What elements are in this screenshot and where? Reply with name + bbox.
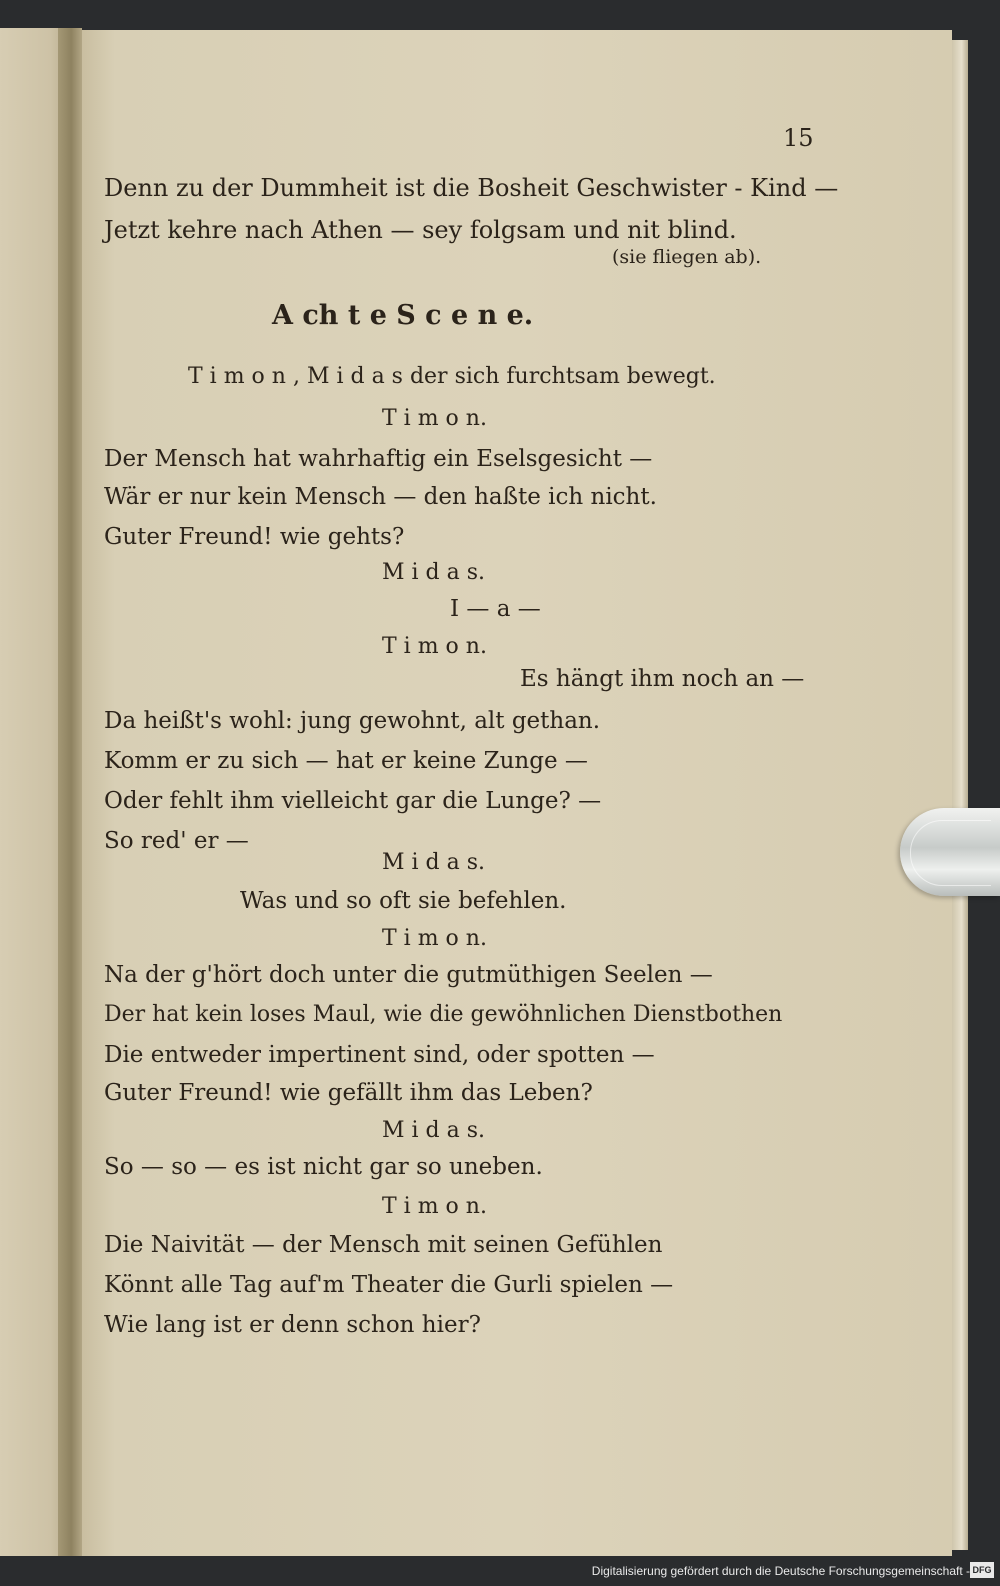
speaker-name: T i m o n. — [382, 926, 487, 951]
text-line: Die entweder impertinent sind, oder spotten — — [104, 1042, 655, 1068]
digitization-credit: Digitalisierung gefördert durch die Deutsche Forschungsgemeinschaft - — [591, 1564, 970, 1578]
text-line: Komm er zu sich — hat er keine Zunge — — [104, 748, 588, 774]
speaker-name: T i m o n. — [382, 634, 487, 659]
page-stack-edge — [952, 40, 968, 1550]
text-line: Was und so oft sie befehlen. — [240, 888, 567, 914]
text-line: Wär er nur kein Mensch — den haßte ich nicht. — [104, 484, 657, 510]
text-line: Wie lang ist er denn schon hier? — [104, 1312, 481, 1338]
text-line: Oder fehlt ihm vielleicht gar die Lunge? — — [104, 788, 602, 814]
dfg-logo: DFG — [970, 1562, 994, 1578]
text-line: Da heißt's wohl: jung gewohnt, alt gethan. — [104, 708, 601, 734]
text-line: Jetzt kehre nach Athen — sey folgsam und nit blind. — [104, 216, 737, 244]
character-list: T i m o n , M i d a s der sich furchtsam bewegt. — [188, 364, 716, 389]
text-line: Es hängt ihm noch an — — [520, 666, 805, 692]
speaker-name: M i d a s. — [382, 560, 486, 585]
book-gutter — [58, 28, 82, 1556]
text-line: Denn zu der Dummheit ist die Bosheit Geschwister - Kind — — [104, 174, 839, 202]
text-line: Der hat kein loses Maul, wie die gewöhnlichen Dienstbothen — [104, 1002, 783, 1027]
speaker-name: T i m o n. — [382, 406, 487, 431]
scene-heading: A ch t e S c e n e. — [272, 300, 534, 331]
text-line: Die Naivität — der Mensch mit seinen Gefühlen — [104, 1232, 663, 1258]
speaker-name: M i d a s. — [382, 850, 486, 875]
text-line: Na der g'hört doch unter die gutmüthigen Seelen — — [104, 962, 713, 988]
page-holder-clip-highlight — [910, 820, 991, 886]
text-line: Könnt alle Tag auf'm Theater die Gurli spielen — — [104, 1272, 674, 1298]
stage-direction: (sie fliegen ab). — [612, 246, 762, 268]
text-line: So red' er — — [104, 828, 249, 854]
speaker-name: M i d a s. — [382, 1118, 486, 1143]
speaker-name: T i m o n. — [382, 1194, 487, 1219]
text-line: Guter Freund! wie gehts? — [104, 524, 405, 550]
text-line: I — a — — [450, 596, 541, 622]
text-line: Guter Freund! wie gefällt ihm das Leben? — [104, 1080, 593, 1106]
text-line: So — so — es ist nicht gar so uneben. — [104, 1154, 543, 1180]
text-line: Der Mensch hat wahrhaftig ein Eselsgesicht — — [104, 446, 653, 472]
page-number: 15 — [783, 124, 814, 152]
